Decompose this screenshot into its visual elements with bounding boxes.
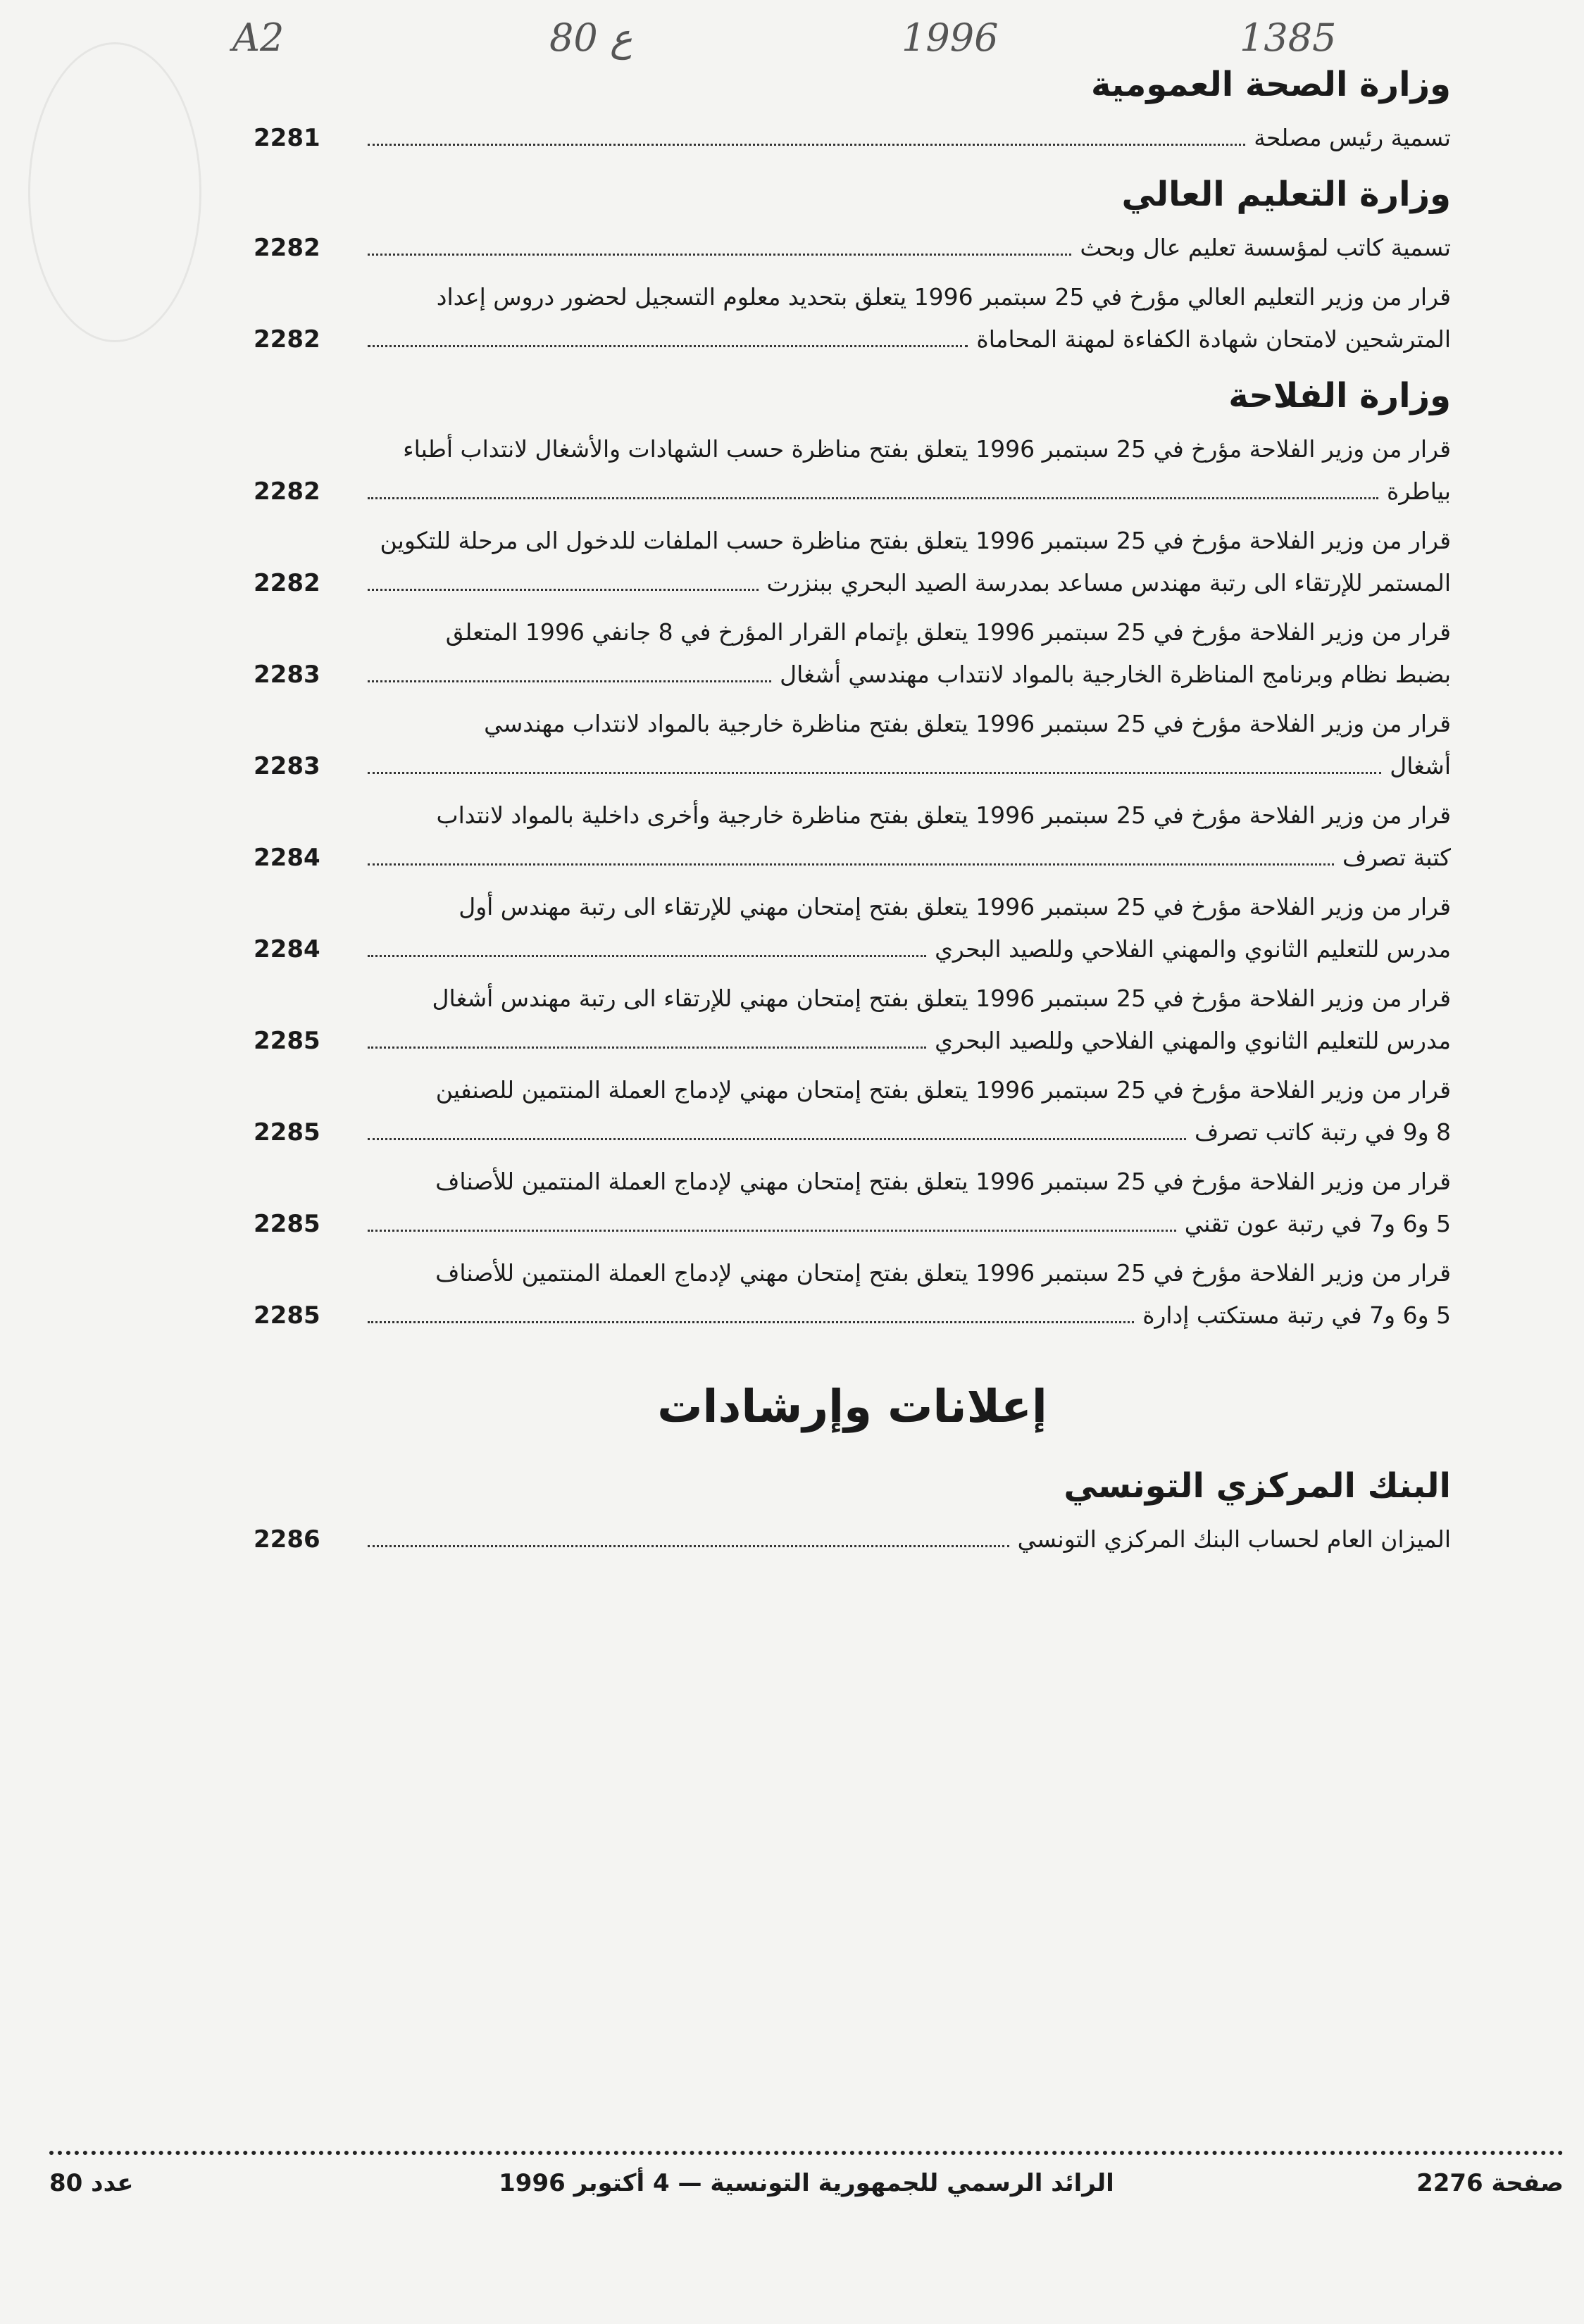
entry-line-text: بياطرة: [1387, 477, 1451, 505]
entry-text: [359, 611, 1451, 696]
page-reference: 2285: [254, 1301, 320, 1330]
entry-line-text: 8 و9 في رتبة كاتب تصرف: [1194, 1118, 1451, 1146]
ministry-heading: وزارة التعليم العالي: [1121, 175, 1451, 214]
page-reference: 2283: [254, 661, 320, 689]
entry-line: قرار من وزير الفلاحة مؤرخ في 25 سبتمبر 1996 يتعلق بفتح مناظرة حسب الملفات للدخول الى مرحلة للتكوين: [380, 527, 1451, 554]
toc-entry: [254, 611, 1451, 696]
entry-line-text: 5 و6 و7 في رتبة مستكتب إدارة: [1142, 1301, 1451, 1329]
entry-line: قرار من وزير الفلاحة مؤرخ في 25 سبتمبر 1996 يتعلق بفتح إمتحان مهني لإدماج العملة المنتمين للأصناف: [435, 1259, 1451, 1287]
ministry-heading: وزارة الفلاحة: [1228, 376, 1451, 416]
dot-leader: [368, 954, 926, 957]
entry-text: [359, 886, 1451, 970]
entry-text: [359, 1518, 1451, 1561]
annotation: 1385: [1240, 15, 1337, 60]
annotation: 1996: [902, 15, 999, 60]
bank-heading: البنك المركزي التونسي: [1064, 1466, 1451, 1506]
page-footer: [49, 2169, 1564, 2211]
toc-entry: [254, 1161, 1451, 1245]
dot-leader: [368, 1137, 1186, 1140]
page-reference: 2285: [254, 1027, 320, 1055]
entry-line-text: الميزان العام لحساب البنك المركزي التونسي: [1017, 1525, 1451, 1553]
entry-line: [359, 227, 1451, 269]
entry-line: [359, 1203, 1451, 1245]
toc-entry: [254, 428, 1451, 513]
footer-divider: [49, 2151, 1564, 2155]
dot-leader: [368, 1320, 1134, 1323]
entry-text: [359, 977, 1451, 1062]
dot-leader: [368, 588, 759, 591]
ministry-heading: وزارة الصحة العمومية: [1090, 65, 1451, 104]
entry-line: [359, 837, 1451, 879]
entry-line-text: مدرس للتعليم الثانوي والمهني الفلاحي وللصيد البحري: [935, 935, 1451, 963]
dot-leader: [368, 143, 1245, 146]
entry-text: [359, 703, 1451, 787]
entry-line: [359, 1020, 1451, 1062]
entry-line: قرار من وزير الفلاحة مؤرخ في 25 سبتمبر 1996 يتعلق بإتمام القرار المؤرخ في 8 جانفي 1996 المتعلق: [445, 618, 1451, 646]
page-reference: 2284: [254, 935, 320, 963]
toc-entry: [254, 227, 1451, 269]
page-reference: 2284: [254, 844, 320, 872]
toc-entry: [254, 1069, 1451, 1154]
entry-line: قرار من وزير الفلاحة مؤرخ في 25 سبتمبر 1996 يتعلق بفتح مناظرة خارجية وأخرى داخلية بالمواد لانتداب: [436, 801, 1451, 829]
entry-text: [359, 428, 1451, 513]
entry-line: [359, 1518, 1451, 1561]
dot-leader: [368, 253, 1071, 256]
announcements-heading: إعلانات وإرشادات: [657, 1381, 1047, 1433]
dot-leader: [368, 1046, 926, 1049]
toc-entry: [254, 520, 1451, 604]
entry-line: [359, 654, 1451, 696]
entry-text: [359, 1069, 1451, 1154]
table-of-contents: [254, 49, 1451, 1568]
toc-entry: [254, 886, 1451, 970]
entry-line-text: أشغال: [1390, 752, 1451, 780]
entry-line: قرار من وزير الفلاحة مؤرخ في 25 سبتمبر 1996 يتعلق بفتح إمتحان مهني لإدماج العملة المنتمين للصنفين: [435, 1076, 1451, 1104]
dot-leader: [368, 344, 968, 347]
entry-line-text: مدرس للتعليم الثانوي والمهني الفلاحي وللصيد البحري: [935, 1027, 1451, 1054]
entry-line: [359, 745, 1451, 787]
entry-line-text: المستمر للإرتقاء الى رتبة مهندس مساعد بمدرسة الصيد البحري ببنزرت: [766, 569, 1451, 596]
entry-line: قرار من وزير الفلاحة مؤرخ في 25 سبتمبر 1996 يتعلق بفتح إمتحان مهني لإدماج العملة المنتمين للأصناف: [435, 1168, 1451, 1195]
entry-text: [359, 1161, 1451, 1245]
annotation: A2: [232, 15, 285, 60]
toc-entry: [254, 794, 1451, 879]
page-number: صفحة 2276: [1416, 2169, 1564, 2197]
entry-line: [359, 1111, 1451, 1154]
toc-entry: [254, 977, 1451, 1062]
entry-text: [359, 1252, 1451, 1337]
entry-text: [359, 227, 1451, 269]
entry-line: قرار من وزير الفلاحة مؤرخ في 25 سبتمبر 1996 يتعلق بفتح إمتحان مهني للإرتقاء الى رتبة مهندس أشغال: [432, 985, 1451, 1012]
dot-leader: [368, 771, 1381, 774]
entry-line: قرار من وزير الفلاحة مؤرخ في 25 سبتمبر 1996 يتعلق بفتح مناظرة خارجية بالمواد لانتداب مهندسي: [484, 710, 1451, 737]
entry-text: [359, 520, 1451, 604]
dot-leader: [368, 680, 771, 682]
page-reference: 2286: [254, 1525, 320, 1554]
entry-line-text: بضبط نظام وبرنامج المناظرة الخارجية بالمواد لانتداب مهندسي أشغال: [780, 661, 1451, 688]
faded-stamp: [28, 42, 201, 342]
issue-number: عدد 80: [49, 2169, 134, 2197]
page-reference: 2281: [254, 124, 320, 152]
entry-line: [359, 117, 1451, 159]
entry-text: [359, 276, 1451, 361]
page-reference: 2283: [254, 752, 320, 780]
toc-entry: [254, 1518, 1451, 1561]
entry-text: [359, 794, 1451, 879]
toc-entry: [254, 703, 1451, 787]
page-reference: 2282: [254, 234, 320, 262]
entry-text: [359, 117, 1451, 159]
entry-line: [359, 562, 1451, 604]
entry-line: [359, 318, 1451, 361]
entry-line: [359, 928, 1451, 970]
toc-entry: [254, 1252, 1451, 1337]
dot-leader: [368, 1229, 1176, 1232]
dot-leader: [368, 863, 1334, 866]
dot-leader: [368, 1544, 1009, 1547]
entry-line: قرار من وزير الفلاحة مؤرخ في 25 سبتمبر 1996 يتعلق بفتح مناظرة حسب الشهادات والأشغال لانتداب أطباء: [403, 435, 1451, 463]
page-reference: 2282: [254, 569, 320, 597]
publication-title: الرائد الرسمي للجمهورية التونسية — 4 أكتوبر 1996: [499, 2169, 1114, 2197]
toc-entry: [254, 276, 1451, 361]
entry-line: [359, 1294, 1451, 1337]
page-reference: 2285: [254, 1118, 320, 1147]
entry-line: [359, 470, 1451, 513]
entry-line-text: تسمية كاتب لمؤسسة تعليم عال وبحث: [1080, 234, 1451, 261]
entry-line-text: تسمية رئيس مصلحة: [1254, 124, 1451, 151]
page-reference: 2282: [254, 477, 320, 506]
entry-line: قرار من وزير الفلاحة مؤرخ في 25 سبتمبر 1996 يتعلق بفتح إمتحان مهني للإرتقاء الى رتبة مهندس أول: [459, 893, 1451, 920]
page-reference: 2285: [254, 1210, 320, 1238]
annotation: 80 ع: [549, 15, 633, 60]
entry-line-text: كتبة تصرف: [1342, 844, 1451, 871]
entry-line: قرار من وزير التعليم العالي مؤرخ في 25 سبتمبر 1996 يتعلق بتحديد معلوم التسجيل لحضور دروس إعداد: [436, 283, 1451, 311]
entry-line-text: المترشحين لامتحان شهادة الكفاءة لمهنة المحاماة: [976, 325, 1451, 353]
entry-line-text: 5 و6 و7 في رتبة عون تقني: [1184, 1210, 1451, 1237]
toc-entry: [254, 117, 1451, 159]
dot-leader: [368, 496, 1378, 499]
page-reference: 2282: [254, 325, 320, 354]
